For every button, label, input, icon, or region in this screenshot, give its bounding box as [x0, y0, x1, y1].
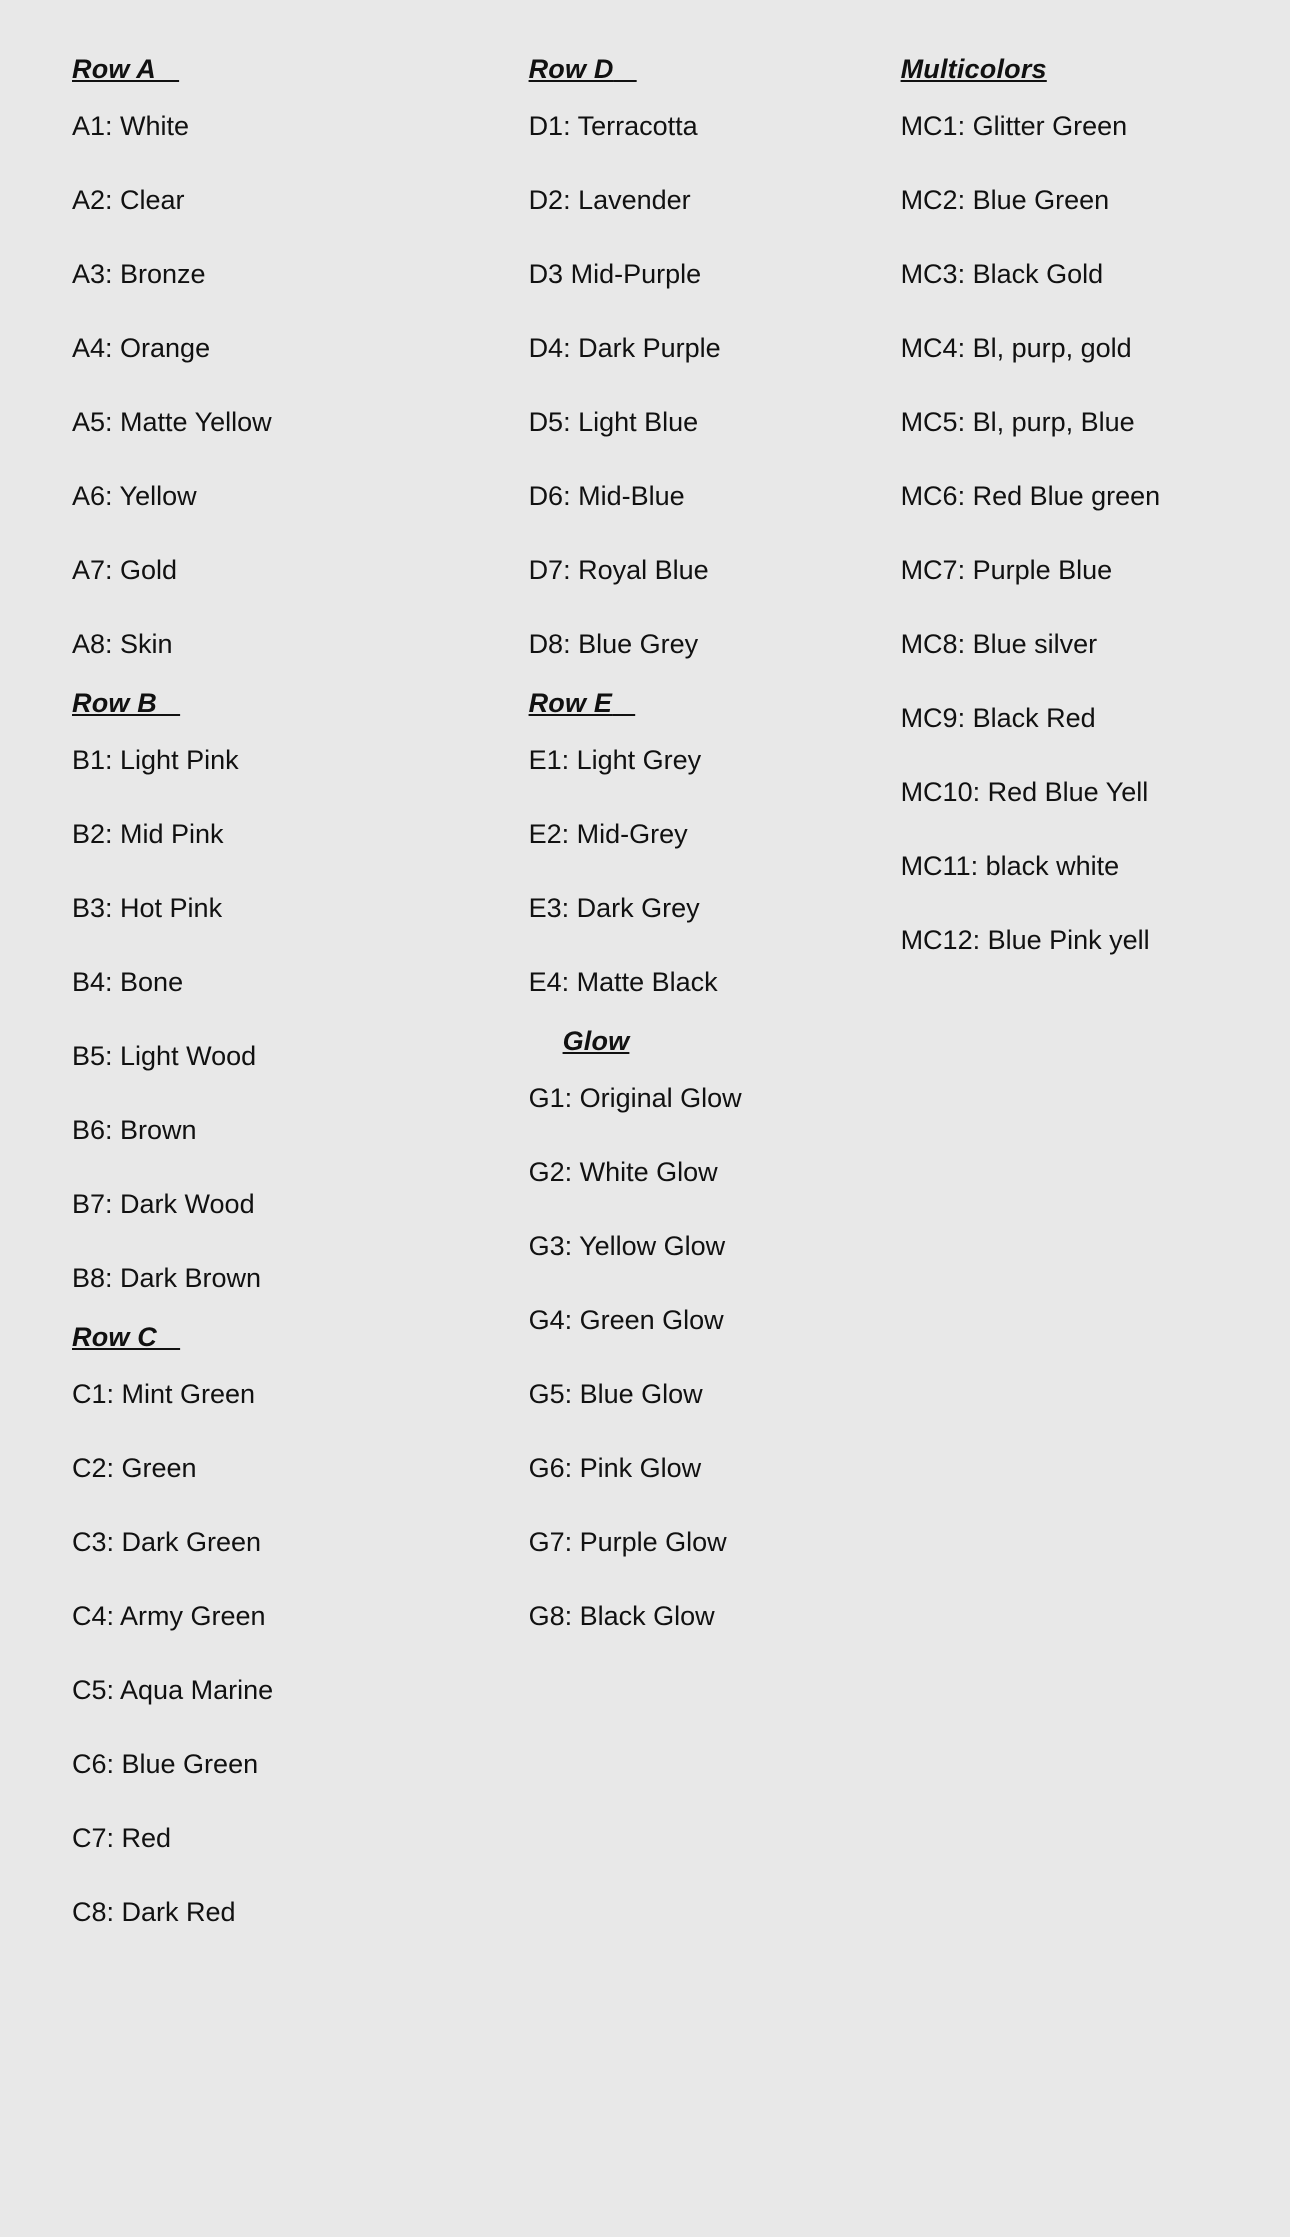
color-entry: A4: Orange: [72, 333, 211, 363]
color-group: [529, 690, 841, 1028]
color-entry: D2: Lavender: [528, 185, 691, 215]
color-group: [529, 1028, 841, 1662]
color-entry: A8: Skin: [72, 629, 173, 659]
column-left: [40, 56, 451, 1958]
color-entry: C8: Dark Red: [72, 1897, 236, 1927]
color-entry: MC4: Bl, purp, gold: [900, 333, 1132, 363]
color-entry: B1: Light Pink: [72, 745, 239, 775]
column-middle: [451, 56, 841, 1662]
color-entry: MC9: Black Red: [900, 703, 1096, 733]
color-group: [72, 56, 451, 690]
color-entry: C6: Blue Green: [72, 1749, 259, 1779]
group-title: Row E: [528, 688, 613, 718]
color-entry: G5: Blue Glow: [528, 1379, 703, 1409]
color-entry: C7: Red: [72, 1823, 172, 1853]
color-entry: MC11: black white: [900, 851, 1120, 881]
color-entry: MC6: Red Blue green: [900, 481, 1161, 511]
color-entry: D4: Dark Purple: [528, 333, 721, 363]
color-entry: B4: Bone: [72, 967, 184, 997]
color-entry: A5: Matte Yellow: [72, 407, 272, 437]
group-title: Row C: [72, 1322, 157, 1352]
group-title: Multicolors: [900, 54, 1047, 84]
color-entry: B6: Brown: [72, 1115, 197, 1145]
color-entry: A6: Yellow: [72, 481, 197, 511]
color-entry: E3: Dark Grey: [528, 893, 700, 923]
color-group: [72, 690, 451, 1324]
color-entry: E1: Light Grey: [528, 745, 702, 775]
color-entry: MC12: Blue Pink yell: [900, 925, 1150, 955]
color-entry: G1: Original Glow: [528, 1083, 742, 1113]
color-entry: G4: Green Glow: [528, 1305, 724, 1335]
color-entry: MC10: Red Blue Yell: [900, 777, 1149, 807]
color-entry: D3 Mid-Purple: [528, 259, 702, 289]
color-entry: C4: Army Green: [72, 1601, 266, 1631]
color-entry: MC2: Blue Green: [900, 185, 1110, 215]
color-entry: MC1: Glitter Green: [900, 111, 1128, 141]
group-title: Row A: [72, 54, 156, 84]
color-group: [529, 56, 841, 690]
color-entry: G2: White Glow: [528, 1157, 718, 1187]
color-entry: D8: Blue Grey: [528, 629, 699, 659]
color-entry: E2: Mid-Grey: [528, 819, 688, 849]
color-entry: A3: Bronze: [72, 259, 206, 289]
group-title: Row B: [72, 688, 157, 718]
color-entry: B2: Mid Pink: [72, 819, 224, 849]
color-entry: A2: Clear: [72, 185, 185, 215]
color-entry: C1: Mint Green: [72, 1379, 256, 1409]
column-right: [841, 56, 1250, 986]
color-entry: B3: Hot Pink: [72, 893, 223, 923]
color-entry: B5: Light Wood: [72, 1041, 257, 1071]
color-entry: D6: Mid-Blue: [528, 481, 685, 511]
color-list-columns: [40, 56, 1250, 1958]
color-entry: G3: Yellow Glow: [528, 1231, 726, 1261]
color-entry: C2: Green: [72, 1453, 197, 1483]
color-entry: A1: White: [72, 111, 190, 141]
color-entry: MC3: Black Gold: [900, 259, 1104, 289]
color-entry: B8: Dark Brown: [72, 1263, 262, 1293]
group-title: Row D: [528, 54, 614, 84]
color-entry: MC7: Purple Blue: [900, 555, 1113, 585]
color-group: [72, 1324, 451, 1958]
color-entry: A7: Gold: [72, 555, 178, 585]
color-entry: C5: Aqua Marine: [72, 1675, 274, 1705]
color-entry: G6: Pink Glow: [528, 1453, 702, 1483]
color-entry: C3: Dark Green: [72, 1527, 262, 1557]
color-entry: E4: Matte Black: [528, 967, 718, 997]
color-entry: G8: Black Glow: [528, 1601, 715, 1631]
color-entry: MC5: Bl, purp, Blue: [900, 407, 1135, 437]
color-entry: D5: Light Blue: [528, 407, 699, 437]
color-entry: D1: Terracotta: [528, 111, 698, 141]
color-entry: G7: Purple Glow: [528, 1527, 727, 1557]
color-entry: D7: Royal Blue: [528, 555, 709, 585]
color-entry: MC8: Blue silver: [900, 629, 1098, 659]
group-title: Glow: [562, 1026, 630, 1056]
color-group: [901, 56, 1250, 986]
color-entry: B7: Dark Wood: [72, 1189, 255, 1219]
